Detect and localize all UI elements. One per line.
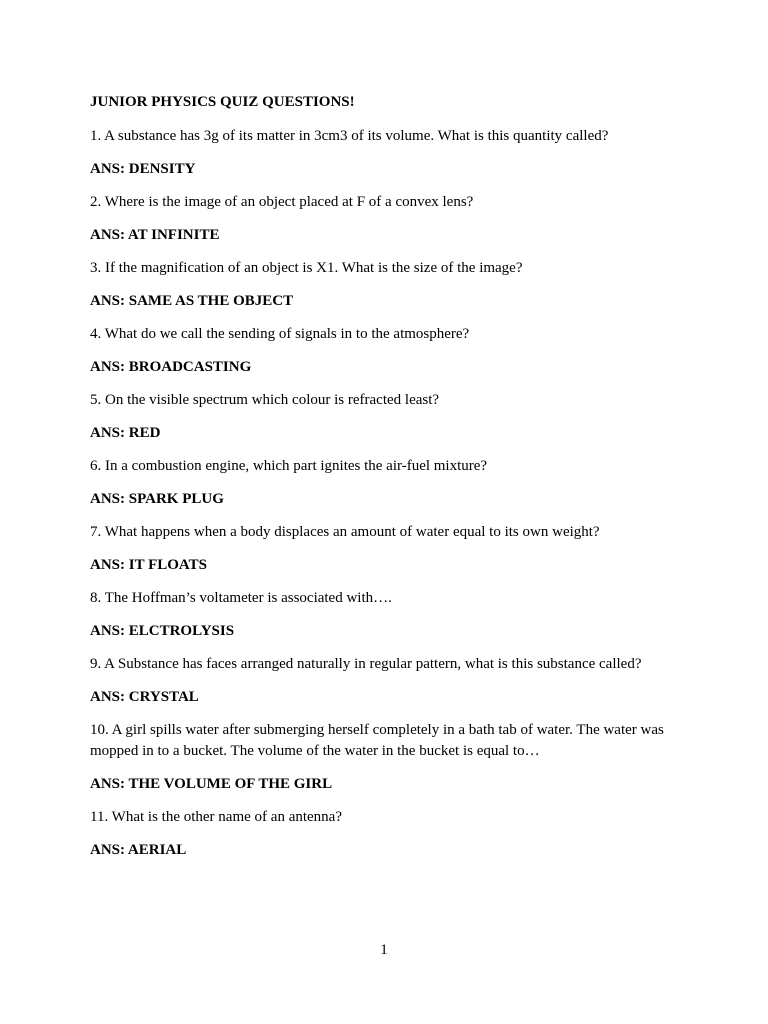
question-10: 10. A girl spills water after submerging herself completely in a bath tab of water. The water was mopped in to a bucket. The volume of the water in the bucket is equal to… <box>90 722 664 759</box>
question-2: 2. Where is the image of an object placed at F of a convex lens? <box>90 194 474 210</box>
answer-7: ANS: IT FLOATS <box>90 557 207 573</box>
question-11: 11. What is the other name of an antenna? <box>90 809 342 825</box>
qa-item-8 <box>90 588 680 642</box>
qa-item-1 <box>90 126 680 180</box>
question-7: 7. What happens when a body displaces an amount of water equal to its own weight? <box>90 524 600 540</box>
qa-item-5 <box>90 390 680 444</box>
question-5: 5. On the visible spectrum which colour is refracted least? <box>90 392 440 408</box>
qa-item-7 <box>90 522 680 576</box>
answer-5: ANS: RED <box>90 425 161 441</box>
qa-item-2 <box>90 192 680 246</box>
question-9: 9. A Substance has faces arranged naturally in regular pattern, what is this substance called? <box>90 656 642 672</box>
qa-item-10 <box>90 720 680 795</box>
qa-item-9 <box>90 654 680 708</box>
question-8: 8. The Hoffman’s voltameter is associated with…. <box>90 590 392 606</box>
question-4: 4. What do we call the sending of signals in to the atmosphere? <box>90 326 470 342</box>
answer-1: ANS: DENSITY <box>90 161 196 177</box>
answer-3: ANS: SAME AS THE OBJECT <box>90 293 294 309</box>
page-number: 1 <box>380 942 388 958</box>
question-3: 3. If the magnification of an object is X1. What is the size of the image? <box>90 260 523 276</box>
answer-6: ANS: SPARK PLUG <box>90 491 224 507</box>
question-1: 1. A substance has 3g of its matter in 3cm3 of its volume. What is this quantity called? <box>90 128 609 144</box>
answer-4: ANS: BROADCASTING <box>90 359 252 375</box>
document-title: JUNIOR PHYSICS QUIZ QUESTIONS! <box>90 94 355 110</box>
answer-10: ANS: THE VOLUME OF THE GIRL <box>90 776 333 792</box>
document-body <box>90 93 680 873</box>
answer-8: ANS: ELCTROLYSIS <box>90 623 235 639</box>
answer-11: ANS: AERIAL <box>90 842 187 858</box>
qa-item-11 <box>90 807 680 861</box>
answer-2: ANS: AT INFINITE <box>90 227 220 243</box>
question-6: 6. In a combustion engine, which part ignites the air-fuel mixture? <box>90 458 488 474</box>
answer-9: ANS: CRYSTAL <box>90 689 199 705</box>
qa-item-4 <box>90 324 680 378</box>
qa-item-3 <box>90 258 680 312</box>
qa-item-6 <box>90 456 680 510</box>
